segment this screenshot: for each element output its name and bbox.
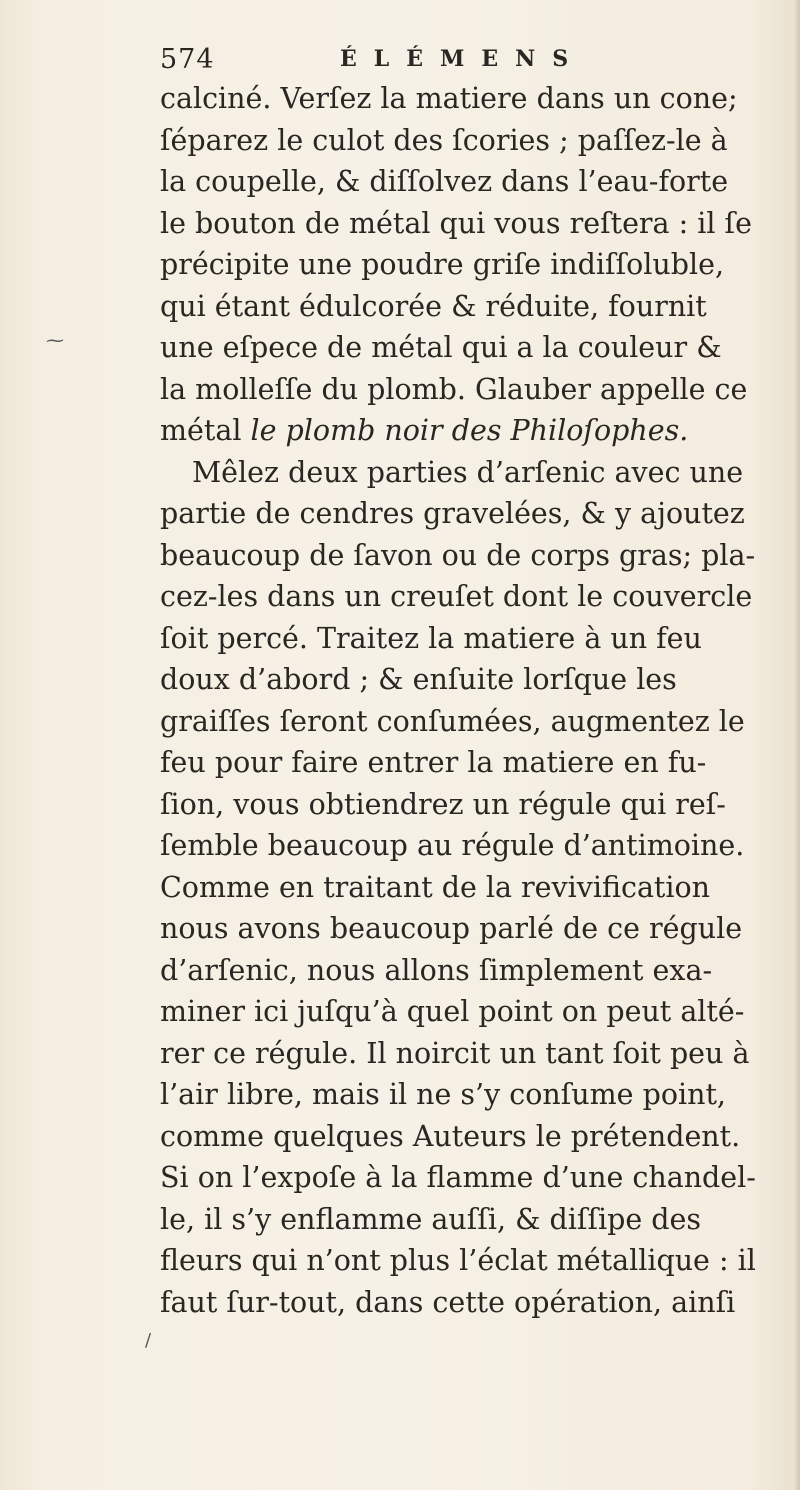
page-number: 574 <box>160 44 215 75</box>
text-line: le, il s’y enflamme auſſi, & diſſipe des <box>160 1202 702 1236</box>
text-line: feu pour faire entrer la matiere en fu- <box>160 746 707 779</box>
text-line: Si on l’expoſe à la flamme d’une chandel- <box>160 1161 756 1194</box>
text-line: qui étant édulcorée & réduite, fournit <box>160 289 707 323</box>
text-line: précipite une poudre griſe indiſſoluble, <box>160 248 725 281</box>
body-text <box>160 78 800 1323</box>
text-line: ſéparez le culot des ſcories ; paſſez-le à <box>160 123 728 157</box>
text-line: nous avons beaucoup parlé de ce régule <box>160 912 743 945</box>
text-line: miner ici juſqu’à quel point on peut alté- <box>160 995 745 1028</box>
text-line: ſoit percé. Traitez la matiere à un feu <box>160 621 702 655</box>
text-line: le bouton de métal qui vous reſtera : il ſe <box>160 206 752 240</box>
text-line: doux d’abord ; & enſuite lorſque les <box>160 663 677 696</box>
margin-mark: ⁓ <box>46 330 64 351</box>
text-line: beaucoup de ſavon ou de corps gras; pla- <box>160 538 756 572</box>
text-line: ſion, vous obtiendrez un régule qui reſ- <box>160 787 726 821</box>
margin-slash-mark: / <box>145 1330 152 1351</box>
text-line: fleurs qui n’ont plus l’éclat métallique : il <box>160 1244 756 1277</box>
text-line: l’air libre, mais il ne s’y conſume point, <box>160 1078 726 1111</box>
text-line: graiſſes ſeront conſumées, augmentez le <box>160 704 745 738</box>
text-line: rer ce régule. Il noircit un tant ſoit peu à <box>160 1036 750 1070</box>
text-line: la molleſſe du plomb. Glauber appelle ce <box>160 372 748 406</box>
text-line: une eſpece de métal qui a la couleur & <box>160 331 722 364</box>
text-line: cez-les dans un creuſet dont le couvercle <box>160 580 753 613</box>
page-header <box>160 44 630 80</box>
italic-phrase: le plomb noir des Philoſophes. <box>250 414 689 447</box>
text-line-start: métal <box>160 414 242 447</box>
text-line: ſemble beaucoup au régule d’antimoine. <box>160 829 745 862</box>
text-line: Comme en traitant de la revivification <box>160 870 711 904</box>
paragraph-start-line: Mêlez deux parties d’arſenic avec une <box>192 455 744 489</box>
text-line: la coupelle, & diſſolvez dans l’eau-forte <box>160 165 729 198</box>
text-line: calciné. Verſez la matiere dans un cone; <box>160 82 738 115</box>
text-line: faut ſur-tout, dans cette opération, ainſi <box>160 1285 736 1319</box>
text-line: comme quelques Auteurs le prétendent. <box>160 1119 741 1153</box>
text-line: d’arſenic, nous allons ſimplement exa- <box>160 953 713 987</box>
running-head: ÉLÉMENS <box>340 46 586 72</box>
text-line <box>160 410 800 452</box>
text-line: partie de cendres gravelées, & y ajoutez <box>160 497 745 530</box>
